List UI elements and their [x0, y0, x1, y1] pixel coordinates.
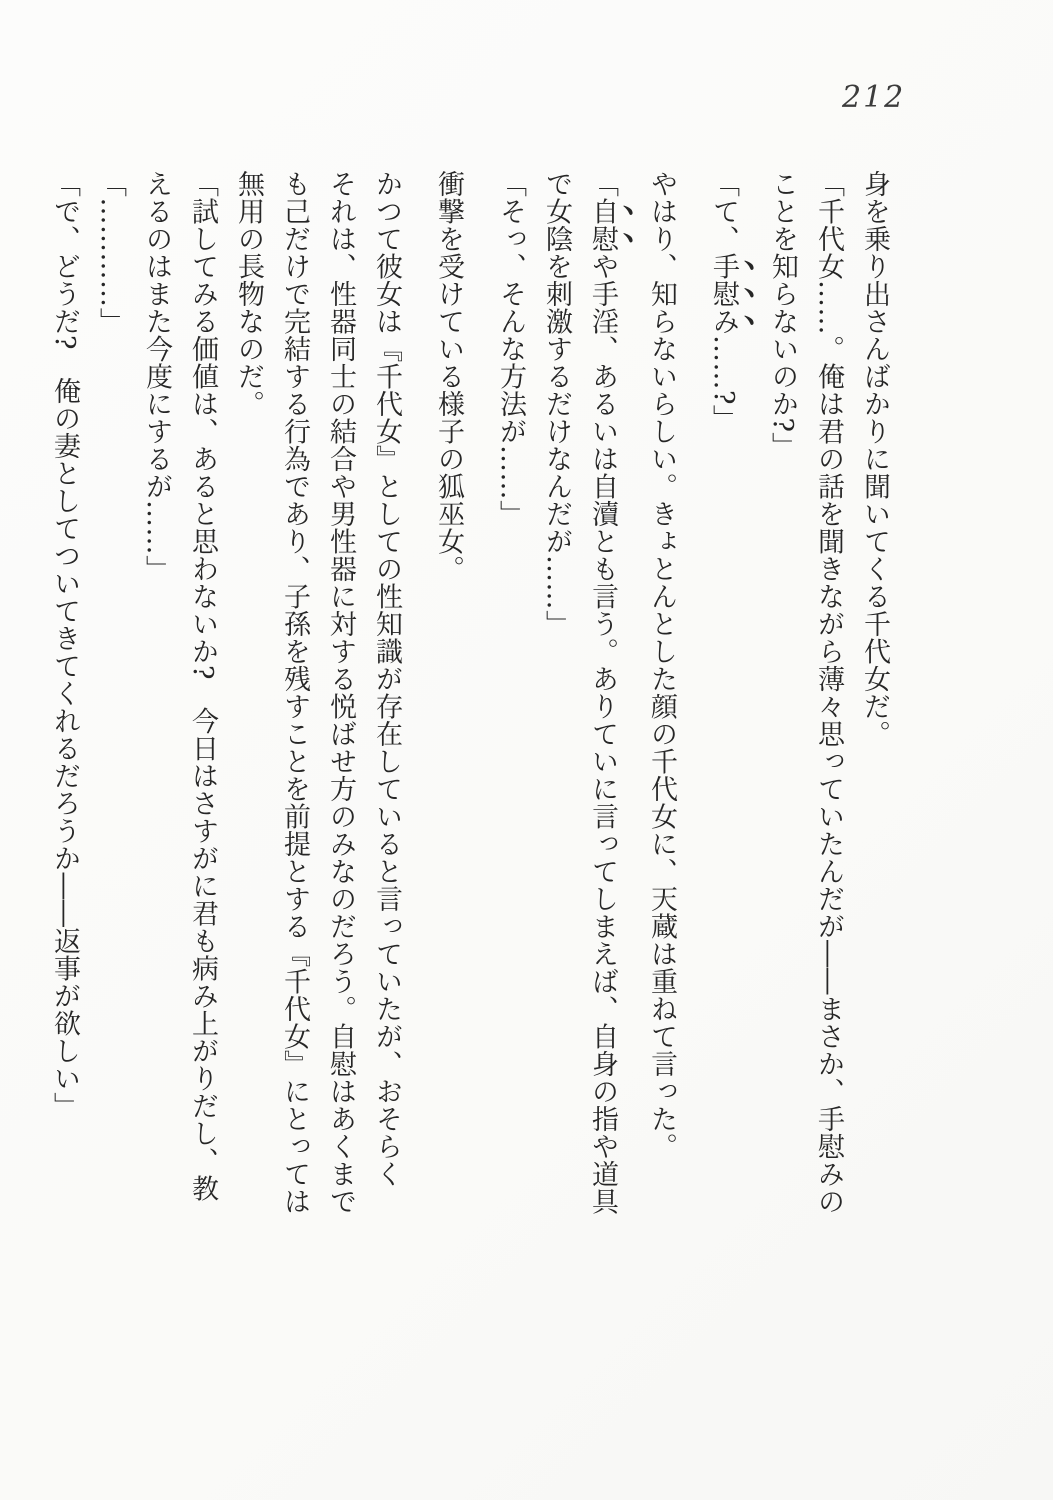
text-column	[317, 170, 363, 1215]
text-column	[133, 170, 179, 1215]
page-number: 212	[842, 80, 906, 115]
text-run: 「	[587, 170, 618, 198]
text-run: 「千代女……。俺は君の話を聞きながら薄々思っていたんだが――まさか、手慰みの	[813, 170, 844, 1215]
text-run: かつて彼女は『千代女』としての性知識が存在していると言っていたが、おそらく	[371, 170, 402, 1188]
text-run: で女陰を刺激するだけなんだが……」	[541, 170, 572, 638]
emphasized-text: 手慰み	[708, 252, 739, 335]
text-column	[638, 170, 700, 1215]
text-run: 「て、	[708, 170, 739, 253]
text-run: 「で、どうだ? 俺の妻としてついてきてくれるだろうか――返事が欲しい」	[49, 170, 80, 1120]
text-column	[700, 170, 759, 1215]
text-run: ……?」	[708, 335, 739, 433]
body-text	[41, 170, 913, 1215]
text-run: 「そっ、そんな方法が……」	[495, 170, 526, 528]
text-run: 衝撃を受けている様子の狐巫女。	[433, 170, 464, 583]
text-column	[579, 170, 638, 1215]
text-column	[759, 170, 805, 1215]
text-column	[487, 170, 533, 1215]
text-column	[271, 170, 317, 1215]
text-column	[851, 170, 913, 1215]
text-column	[363, 170, 425, 1215]
text-run: それは、性器同士の結合や男性器に対する悦ばせ方のみなのだろう。自慰はあくまで	[325, 170, 356, 1215]
text-column	[179, 170, 225, 1215]
text-column	[533, 170, 579, 1215]
text-column	[425, 170, 487, 1215]
text-column	[805, 170, 851, 1215]
text-run: ことを知らないのか?」	[767, 170, 798, 460]
text-run: も己だけで完結する行為であり、子孫を残すことを前提とする『千代女』にとっては	[279, 170, 310, 1215]
emphasized-text: 自慰	[587, 197, 618, 253]
text-column	[41, 170, 87, 1215]
text-run: 無用の長物なのだ。	[233, 170, 264, 418]
text-run: 「試してみる価値は、あると思わないか? 今日はさすがに君も病み上がりだし、教	[187, 170, 218, 1203]
text-column	[87, 170, 133, 1215]
text-run: 身を乗り出さんばかりに聞いてくる千代女だ。	[859, 170, 890, 748]
text-run: や手淫、あるいは自瀆とも言う。ありていに言ってしまえば、自身の指や道具	[587, 252, 618, 1215]
text-run: えるのはまた今度にするが……」	[141, 170, 172, 583]
text-run: やはり、知らないらしい。きょとんとした顔の千代女に、天蔵は重ねて言った。	[646, 170, 677, 1160]
text-column	[225, 170, 271, 1215]
text-run: 「…………」	[95, 170, 126, 335]
